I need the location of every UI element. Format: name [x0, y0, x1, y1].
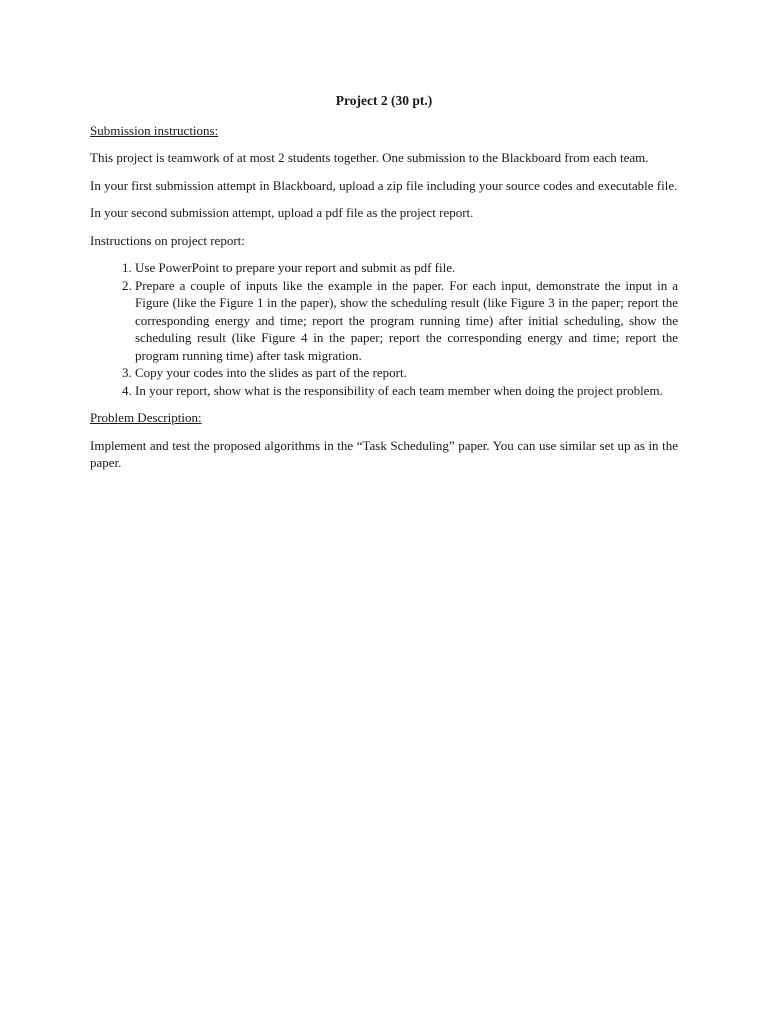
document-title: Project 2 (30 pt.) — [335, 93, 433, 108]
report-instructions-heading: Instructions on project report: — [90, 232, 245, 248]
problem-description-heading: Problem Description: — [90, 410, 202, 425]
document-page — [90, 92, 678, 482]
paragraph-first-submission: In your first submission attempt in Blackboard, upload a zip file including your source codes and executable file. — [90, 177, 678, 193]
submission-instructions-heading: Submission instructions: — [90, 122, 219, 138]
list-item: 4. In your report, show what is the responsibility of each team member when doing the project problem. — [135, 382, 678, 400]
paragraph-second-submission: In your second submission attempt, upload a pdf file as the project report. — [90, 205, 474, 220]
paragraph-teamwork: This project is teamwork of at most 2 students together. One submission to the Blackboard from each team. — [90, 150, 649, 165]
list-item: 1. Use PowerPoint to prepare your report and submit as pdf file. — [135, 259, 678, 277]
list-item: 3. Copy your codes into the slides as part of the report. — [135, 364, 678, 382]
paragraph-problem-description: Implement and test the proposed algorithms in the “Task Scheduling” paper. You can use similar set up as in the paper. — [90, 437, 678, 470]
list-item: 2. Prepare a couple of inputs like the example in the paper. For each input, demonstrate the input in a Figure (like the Figure 1 in the paper), show the scheduling result (like Figure 3 in the paper; report the corresponding energy and time; report the program running time) after initial scheduling, show the scheduling result (like Figure 4 in the paper; report the corresponding energy and time; report the program running time) after task migration. — [135, 277, 678, 365]
report-instructions-list — [90, 259, 678, 399]
